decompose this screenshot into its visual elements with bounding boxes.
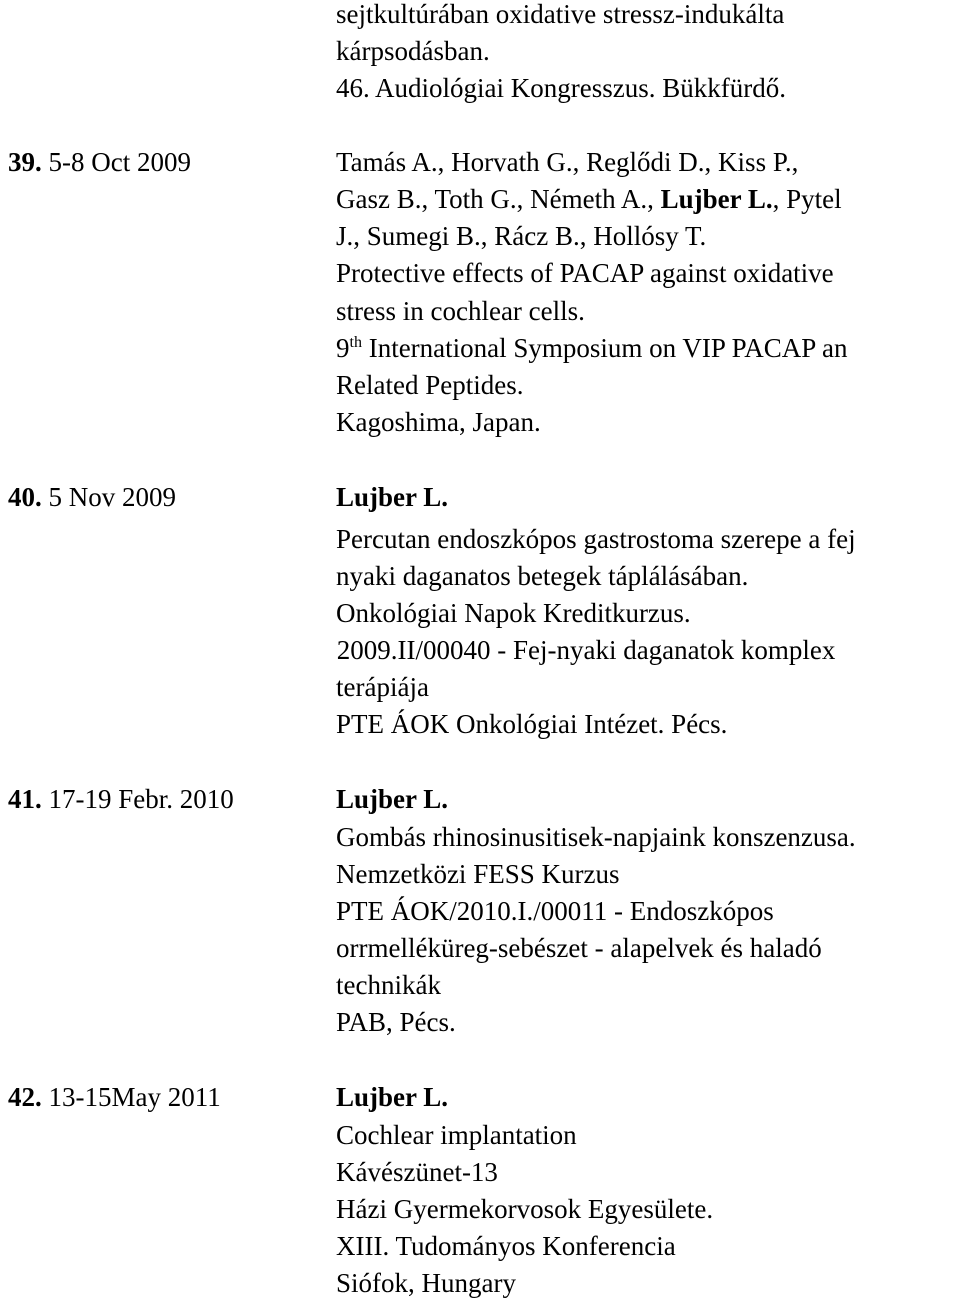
entry39-title: Protective effects of PACAP against oxidative — [336, 258, 834, 288]
entry38-line: 46. Audiológiai Kongresszus. Bükkfürdő. — [336, 73, 786, 103]
entry40-line: 2009.II/00040 - Fej-nyaki daganatok komplex — [330, 635, 836, 665]
entry41-line: technikák — [336, 970, 441, 1000]
entry-date: 5-8 Oct 2009 — [48, 147, 191, 177]
entry-number: 40. — [8, 482, 42, 512]
entry-number: 41. — [8, 784, 42, 814]
entry39-label — [8, 145, 191, 179]
highlighted-author: Lujber L. — [660, 184, 773, 214]
entry-date: 17-19 Febr. 2010 — [48, 784, 234, 814]
entry40-line: Onkológiai Napok Kreditkurzus. — [336, 598, 691, 628]
entry39-authors — [336, 182, 842, 216]
entry-date: 13-15May 2011 — [48, 1082, 221, 1112]
entry41-line: PTE ÁOK/2010.I./00011 - Endoszkópos — [336, 896, 774, 926]
entry39-event — [336, 331, 847, 365]
entry39-authors: J., Sumegi B., Rácz B., Hollósy T. — [336, 221, 707, 251]
event-text: International Symposium on VIP PACAP an — [361, 333, 848, 363]
entry-number: 42. — [8, 1082, 42, 1112]
entry-number: 39. — [8, 147, 42, 177]
entry39-title: stress in cochlear cells. — [336, 296, 585, 326]
entry42-line: XIII. Tudományos Konferencia — [336, 1231, 676, 1261]
entry40-line: Percutan endoszkópos gastrostoma szerepe a fej — [336, 524, 856, 554]
entry42-line: Cochlear implantation — [336, 1120, 577, 1150]
entry39-event: Related Peptides. — [336, 370, 524, 400]
entry42-line: Siófok, Hungary — [336, 1268, 516, 1298]
entry41-line: PAB, Pécs. — [336, 1007, 456, 1037]
entry40-author: Lujber L. — [336, 482, 449, 512]
entry41-line: orrmelléküreg-sebészet - alapelvek és haladó — [336, 933, 822, 963]
event-ordinal: 9 — [336, 333, 350, 363]
entry41-label — [8, 782, 234, 816]
entry39-authors: Tamás A., Horvath G., Reglődi D., Kiss P., — [336, 147, 799, 177]
entry42-line: Házi Gyermekorvosok Egyesülete. — [336, 1194, 714, 1224]
entry39-place: Kagoshima, Japan. — [336, 407, 541, 437]
entry41-line: Nemzetközi FESS Kurzus — [336, 859, 620, 889]
entry38-line: sejtkultúrában oxidative stressz-indukálta — [336, 0, 785, 29]
entry40-line: nyaki daganatos betegek táplálásában. — [336, 561, 749, 591]
ordinal-suffix: th — [349, 334, 362, 351]
entry38-line: kárpsodásban. — [336, 36, 490, 66]
entry40-line: terápiája — [336, 672, 429, 702]
entry40-label — [8, 480, 176, 514]
entry42-author: Lujber L. — [336, 1082, 449, 1112]
entry42-line: Kávészünet-13 — [336, 1157, 498, 1187]
authors-text: Gasz B., Toth G., Németh A., — [336, 184, 661, 214]
entry41-line: Gombás rhinosinusitisek-napjaink konszenzusa. — [336, 822, 856, 852]
entry41-author: Lujber L. — [336, 784, 449, 814]
entry40-line: PTE ÁOK Onkológiai Intézet. Pécs. — [336, 709, 728, 739]
authors-text: , Pytel — [772, 184, 842, 214]
entry42-label — [8, 1080, 221, 1114]
entry-date: 5 Nov 2009 — [48, 482, 176, 512]
